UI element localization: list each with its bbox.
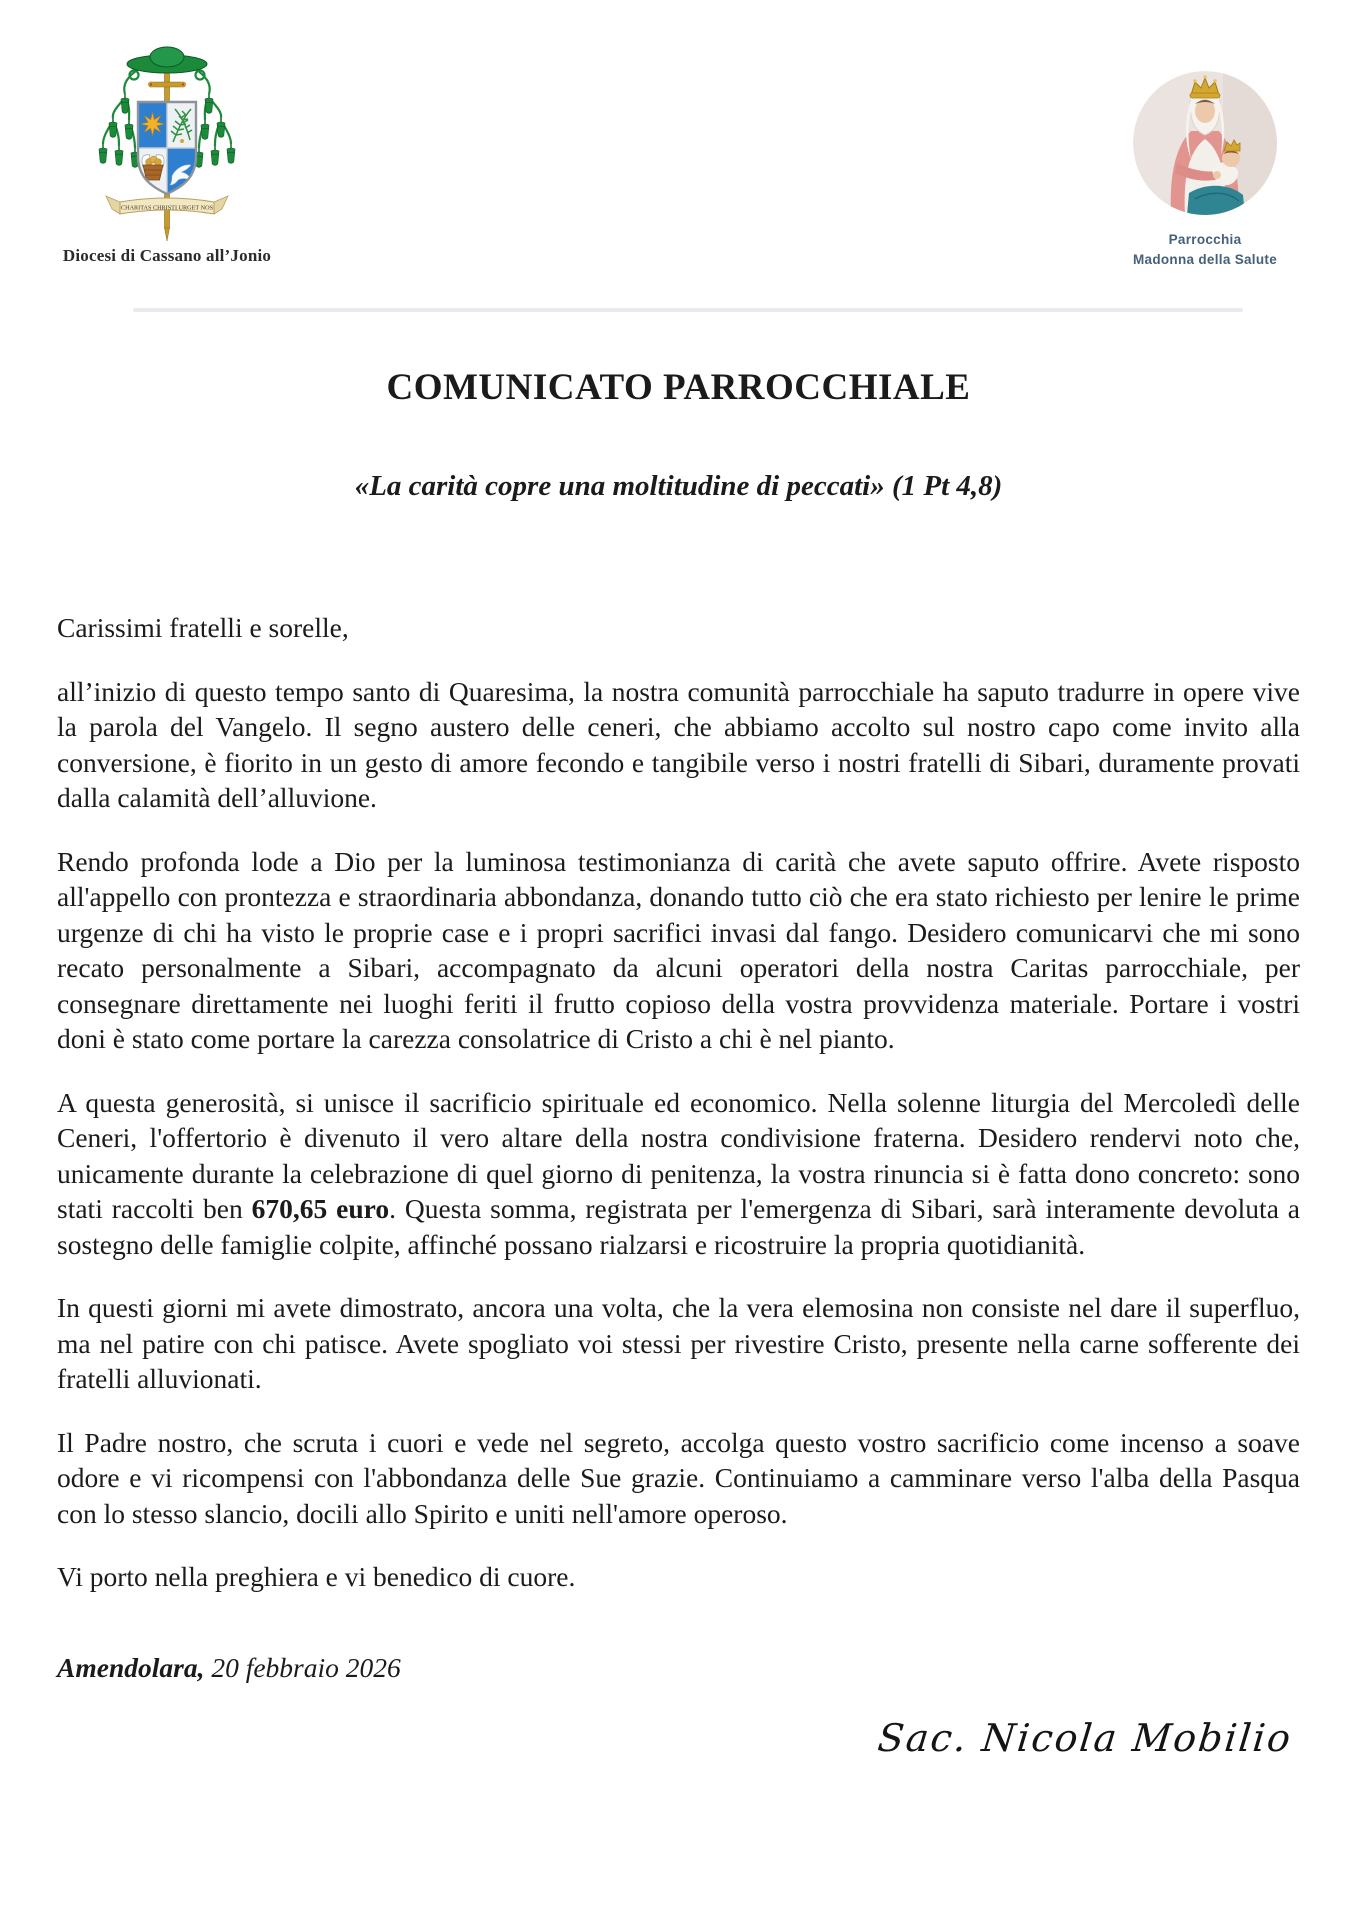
paragraph-6: Vi porto nella preghiera e vi benedico di cuore. xyxy=(57,1561,576,1592)
dateline-place: Amendolara, xyxy=(57,1651,205,1683)
paragraph-3-before: A questa generosità, si unisce il sacrificio spirituale ed economico. Nella solenne liturgia del Mercoledì delle Ceneri, l'offertorio è divenuto il vero altare della nostra condivisione fraterna. Desidero rendervi noto che, unicamente durante la celebrazione di quel giorno di penitenza, la vostra rinuncia si è fatta dono concreto: sono stati raccolti ben xyxy=(57,1086,1300,1224)
paragraph-1: all’inizio di questo tempo santo di Quaresima, la nostra comunità parrocchiale ha saputo tradurre in opere vive la parola del Vangelo. Il segno austero delle ceneri, che abbiamo accolto sul nostro capo come invito alla conversione, è fiorito in un gesto di amore fecondo e tangibile verso i nostri fratelli di Sibari, duramente provati dalla calamità dell’alluvione. xyxy=(57,675,1300,813)
salutation: Carissimi fratelli e sorelle, xyxy=(57,612,349,643)
paragraph-4: In questi giorni mi avete dimostrato, ancora una volta, che la vera elemosina non consiste nel dare il superfluo, ma nel patire con chi patisce. Avete spogliato voi stessi per rivestire Cristo, presente nella carne sofferente dei fratelli alluvionati. xyxy=(57,1292,1300,1394)
parish-caption xyxy=(1075,230,1335,269)
dateline-date: 20 febbraio 2026 xyxy=(204,1651,401,1683)
header-divider xyxy=(133,308,1243,312)
page-title: COMUNICATO PARROCCHIALE xyxy=(386,367,971,408)
dateline xyxy=(57,1650,1300,1686)
diocese-caption: Diocesi di Cassano all’Jonio xyxy=(62,246,272,265)
paragraph-5: Il Padre nostro, che scruta i cuori e vede nel segreto, accolga questo vostro sacrificio come incenso a soave odore e vi ricompensi con l'abbondanza delle Sue grazie. Continuiamo a camminare verso l'alba della Pasqua con lo stesso slancio, docili allo Spirito e uniti nell'amore operoso. xyxy=(57,1426,1300,1529)
madonna-della-salute-icon xyxy=(1133,71,1277,215)
collected-amount: 670,65 euro xyxy=(251,1193,390,1224)
signature: Sac. Nicola Mobilio xyxy=(875,1716,1295,1760)
coat-of-arms-motto: CHARITAS CHRISTI URGET NOS xyxy=(120,204,214,212)
diocese-coat-of-arms-icon xyxy=(92,44,242,244)
parish-caption-line1: Parrocchia xyxy=(1168,232,1242,247)
parish-caption-line2: Madonna della Salute xyxy=(1132,251,1278,267)
page-subtitle: «La carità copre una moltitudine di peccati» (1 Pt 4,8) xyxy=(354,470,1003,502)
letter-body xyxy=(57,610,1300,1760)
paragraph-3 xyxy=(57,1085,1300,1263)
paragraph-3-after: . Questa somma, registrata per l'emergenza di Sibari, sarà interamente devoluta a sostegno delle famiglie colpite, affinché possano rialzarsi e ricostruire la propria quotidianità. xyxy=(57,1193,1300,1260)
paragraph-2: Rendo profonda lode a Dio per la luminosa testimonianza di carità che avete saputo offrire. Avete risposto all'appello con prontezza e straordinaria abbondanza, donando tutto ciò che era stato richiesto per lenire le prime urgenze di chi ha visto le proprie case e i propri sacrifici invasi dal fango. Desidero comunicarvi che mi sono recato personalmente a Sibari, accompagnato da alcuni operatori della nostra Caritas parrocchiale, per consegnare direttamente nei luoghi feriti il frutto copioso della vostra provvidenza materiale. Portare i vostri doni è stato come portare la carezza consolatrice di Cristo a chi è nel pianto. xyxy=(57,845,1300,1054)
